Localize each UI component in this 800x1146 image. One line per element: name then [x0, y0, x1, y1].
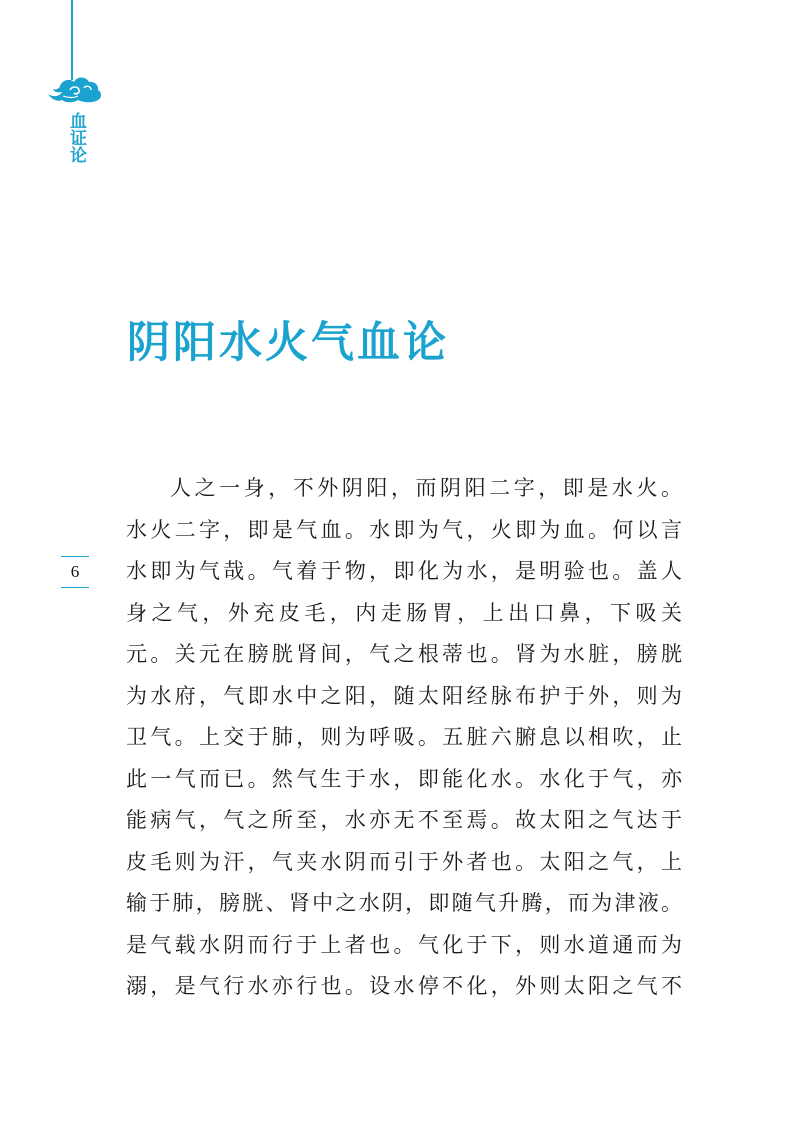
- body-line: 卫气。上交于肺，则为呼吸。五脏六腑息以相吹，止: [126, 725, 682, 749]
- body-line: 元。关元在膀胱肾间，气之根蒂也。肾为水脏，膀胱: [126, 642, 682, 666]
- body-line: 为水府，气即水中之阳，随太阳经脉布护于外，则为: [126, 683, 682, 708]
- chapter-title: 阴阳水火气血论: [127, 318, 449, 368]
- body-line: 皮毛则为汗，气夹水阴而引于外者也。太阳之气，上: [126, 849, 682, 874]
- ornament-thread: [71, 0, 73, 80]
- body-text: [126, 468, 682, 1008]
- page-number: 6: [70, 562, 80, 581]
- body-line: 能病气，气之所至，水亦无不至焉。故太阳之气达于: [126, 808, 682, 832]
- page-number-rule-bottom: [61, 587, 89, 588]
- book-title-vertical: 血证论: [66, 112, 86, 163]
- body-line: 水即为气哉。气着于物，即化为水，是明验也。盖人: [126, 559, 682, 583]
- body-line: 人之一身，不外阴阳，而阴阳二字，即是水火。: [170, 476, 682, 500]
- page-number-rule-top: [61, 556, 89, 557]
- body-line: 水火二字，即是气血。水即为气，火即为血。何以言: [126, 517, 682, 542]
- body-line: 是气载水阴而行于上者也。气化于下，则水道通而为: [126, 932, 682, 957]
- body-line: 输于肺，膀胱、肾中之水阴，即随气升腾，而为津液。: [126, 891, 682, 915]
- body-line: 身之气，外充皮毛，内走肠胃，上出口鼻，下吸关: [126, 600, 682, 625]
- page-number-block: [61, 556, 89, 588]
- body-line: 此一气而已。然气生于水，即能化水。水化于气，亦: [126, 766, 682, 791]
- body-line: 溺，是气行水亦行也。设水停不化，外则太阳之气不: [126, 974, 682, 998]
- cloud-ornament-icon: [44, 72, 104, 108]
